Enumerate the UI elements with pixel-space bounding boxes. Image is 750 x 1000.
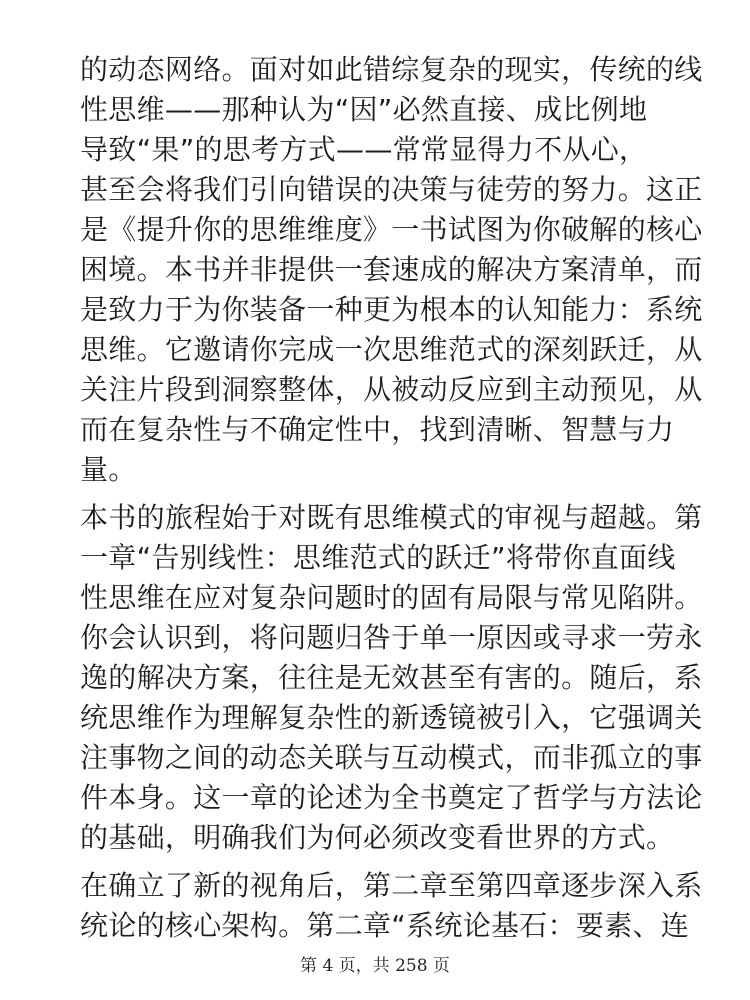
text-line: 你会认识到，将问题归咎于单一原因或寻求一劳永 (80, 621, 703, 654)
text-line: 关注片段到洞察整体，从被动反应到主动预见，从 (80, 373, 703, 406)
text-line: 逸的解决方案，往往是无效甚至有害的。随后，系 (80, 661, 703, 694)
text-line: 困境。本书并非提供一套速成的解决方案清单，而 (80, 253, 703, 286)
paragraph-3 (80, 866, 703, 946)
text-line: 在确立了新的视角后，第二章至第四章逐步深入系 (80, 869, 703, 902)
paragraph-1 (80, 50, 703, 490)
paragraph-2 (80, 498, 703, 858)
paragraph-gap (80, 490, 680, 498)
text-line: 导致“果”的思考方式——常常显得力不从心， (80, 133, 648, 166)
text-line: 量。 (80, 453, 137, 486)
text-line: 统论的核心架构。第二章“系统论基石：要素、连 (80, 909, 690, 942)
page-number-footer: 第 4 页，共 258 页 (300, 956, 450, 976)
text-line: 是致力于为你装备一种更为根本的认知能力：系统 (80, 293, 703, 326)
text-line: 是《提升你的思维维度》一书试图为你破解的核心 (80, 213, 703, 246)
text-line: 的基础，明确我们为何必须改变看世界的方式。 (80, 821, 675, 854)
text-line: 性思维在应对复杂问题时的固有局限与常见陷阱。 (80, 581, 703, 614)
text-line: 一章“告别线性：思维范式的跃迁”将带你直面线 (80, 541, 676, 574)
text-line: 统思维作为理解复杂性的新透镜被引入，它强调关 (80, 701, 703, 734)
text-line: 甚至会将我们引向错误的决策与徒劳的努力。这正 (80, 173, 703, 206)
text-line: 思维。它邀请你完成一次思维范式的深刻跃迁，从 (80, 333, 703, 366)
text-line: 而在复杂性与不确定性中，找到清晰、智慧与力 (80, 413, 675, 446)
text-line: 注事物之间的动态关联与互动模式，而非孤立的事 (80, 741, 703, 774)
text-line: 本书的旅程始于对既有思维模式的审视与超越。第 (80, 501, 703, 534)
text-line: 性思维——那种认为“因”必然直接、成比例地 (80, 93, 648, 126)
text-line: 的动态网络。面对如此错综复杂的现实，传统的线 (80, 53, 703, 86)
text-line: 件本身。这一章的论述为全书奠定了哲学与方法论 (80, 781, 703, 814)
body-text (80, 50, 703, 946)
paragraph-gap (80, 858, 680, 866)
